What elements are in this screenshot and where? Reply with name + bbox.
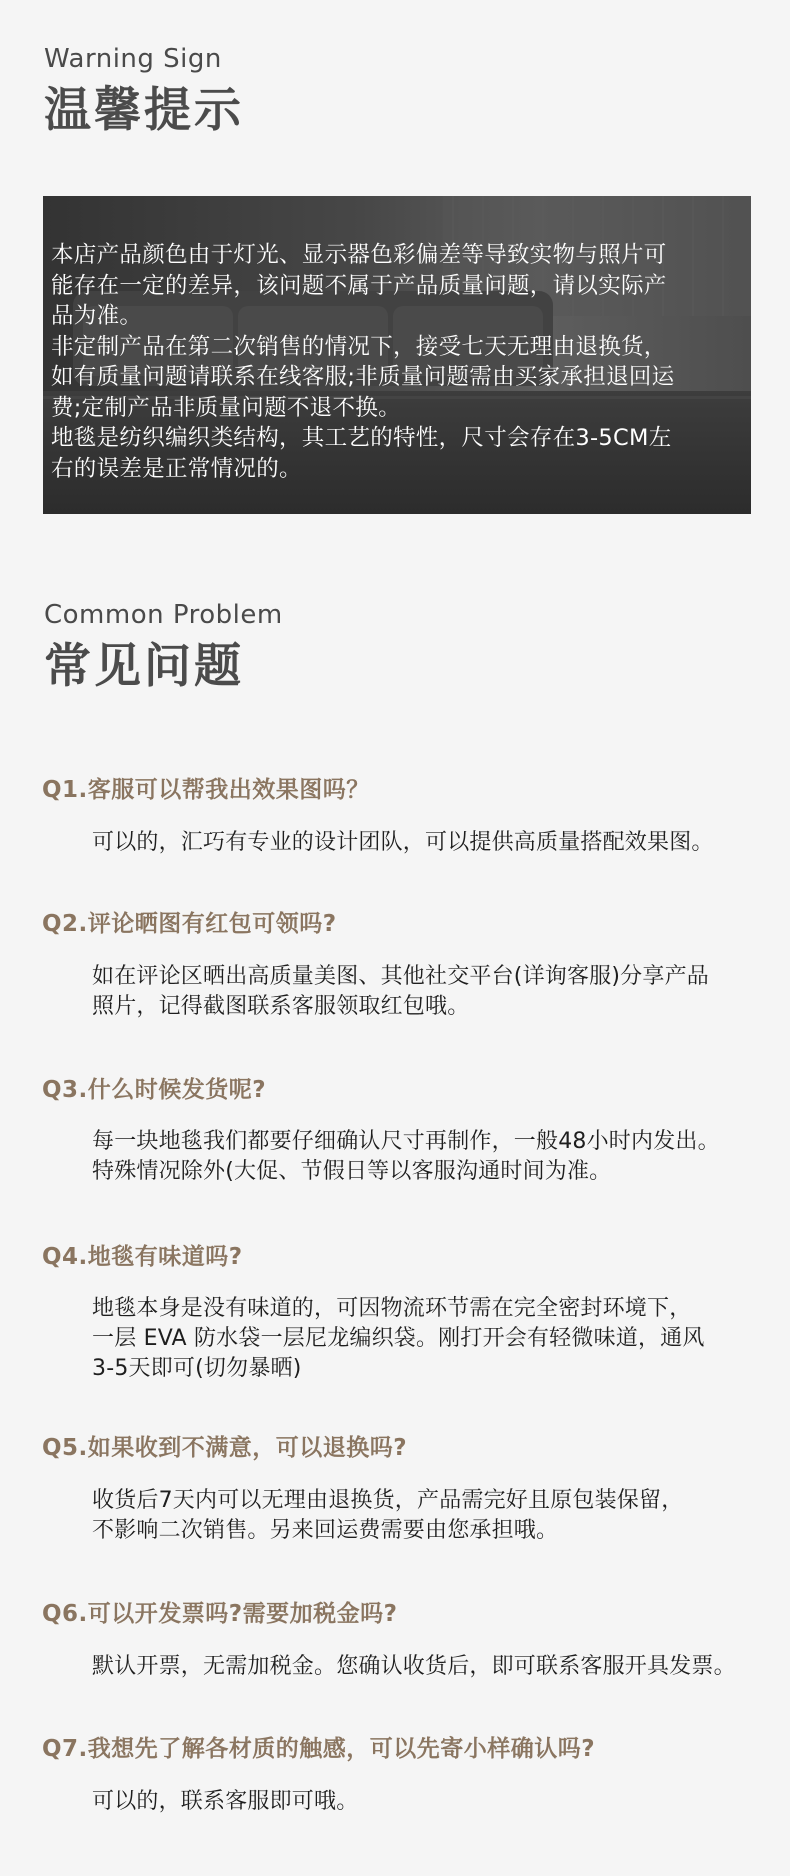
faq-question: Q5.如果收到不满意，可以退换吗?	[42, 1435, 408, 1461]
warning-line: 右的误差是正常情况的。	[51, 455, 302, 482]
faq-answer-line: 特殊情况除外(大促、节假日等以客服沟通时间为准。	[92, 1159, 612, 1184]
faq-question: Q3.什么时候发货呢?	[42, 1077, 267, 1103]
faq-answer	[92, 828, 762, 858]
faq-question: Q7.我想先了解各材质的触感，可以先寄小样确认吗?	[42, 1736, 596, 1762]
problem-zh-title: 常见问题	[44, 639, 244, 694]
faq-answer-line: 可以的，联系客服即可哦。	[92, 1789, 359, 1814]
faq-question: Q6.可以开发票吗?需要加税金吗?	[42, 1601, 398, 1627]
warning-line: 非定制产品在第二次销售的情况下，接受七天无理由退换货，	[51, 333, 667, 360]
faq-answer-line: 不影响二次销售。另来回运费需要由您承担哦。	[92, 1518, 559, 1543]
faq-answer-line: 收货后7天内可以无理由退换货，产品需完好且原包装保留，	[92, 1488, 684, 1513]
warning-line: 本店产品颜色由于灯光、显示器色彩偏差等导致实物与照片可	[51, 242, 667, 268]
warning-zh-title: 温馨提示	[44, 83, 244, 138]
warning-line: 费;定制产品非质量问题不退不换。	[51, 394, 401, 421]
faq-answer	[92, 1652, 762, 1682]
warning-en-title: Warning Sign	[44, 44, 222, 74]
faq-answer-line: 一层 EVA 防水袋一层尼龙编织袋。刚打开会有轻微味道，通风	[92, 1326, 705, 1351]
faq-answer	[92, 1486, 762, 1546]
faq-answer	[92, 1294, 762, 1384]
faq-question: Q1.客服可以帮我出效果图吗？	[42, 777, 370, 803]
warning-line: 品为准。	[51, 303, 143, 329]
faq-answer-line: 3-5天即可(切勿暴晒)	[92, 1356, 302, 1381]
faq-answer-line: 可以的，汇巧有专业的设计团队，可以提供高质量搭配效果图。	[92, 830, 714, 855]
problem-en-title: Common Problem	[44, 600, 283, 630]
faq-answer-line: 默认开票，无需加税金。您确认收货后，即可联系客服开具发票。	[92, 1654, 736, 1679]
warning-notice-text	[51, 240, 745, 484]
faq-answer-line: 地毯本身是没有味道的，可因物流环节需在完全密封环境下，	[92, 1296, 692, 1321]
faq-answer	[92, 962, 762, 1022]
warning-header	[44, 44, 244, 140]
warning-line: 如有质量问题请联系在线客服;非质量问题需由买家承担退回运	[51, 364, 675, 390]
faq-answer-line: 照片，记得截图联系客服领取红包哦。	[92, 994, 470, 1019]
faq-question: Q4.地毯有味道吗?	[42, 1244, 243, 1270]
warning-line: 地毯是纺织编织类结构，其工艺的特性，尺寸会存在3-5CM左	[51, 425, 672, 451]
problem-header	[44, 600, 283, 696]
warning-line: 能存在一定的差异，该问题不属于产品质量问题，请以实际产	[51, 272, 667, 299]
faq-answer-line: 每一块地毯我们都要仔细确认尺寸再制作，一般48小时内发出。	[92, 1129, 720, 1154]
faq-answer	[92, 1787, 762, 1817]
faq-answer-line: 如在评论区晒出高质量美图、其他社交平台(详询客服)分享产品	[92, 964, 709, 989]
faq-question: Q2.评论晒图有红包可领吗?	[42, 911, 337, 937]
faq-answer	[92, 1127, 762, 1187]
warning-notice-box	[43, 196, 751, 514]
